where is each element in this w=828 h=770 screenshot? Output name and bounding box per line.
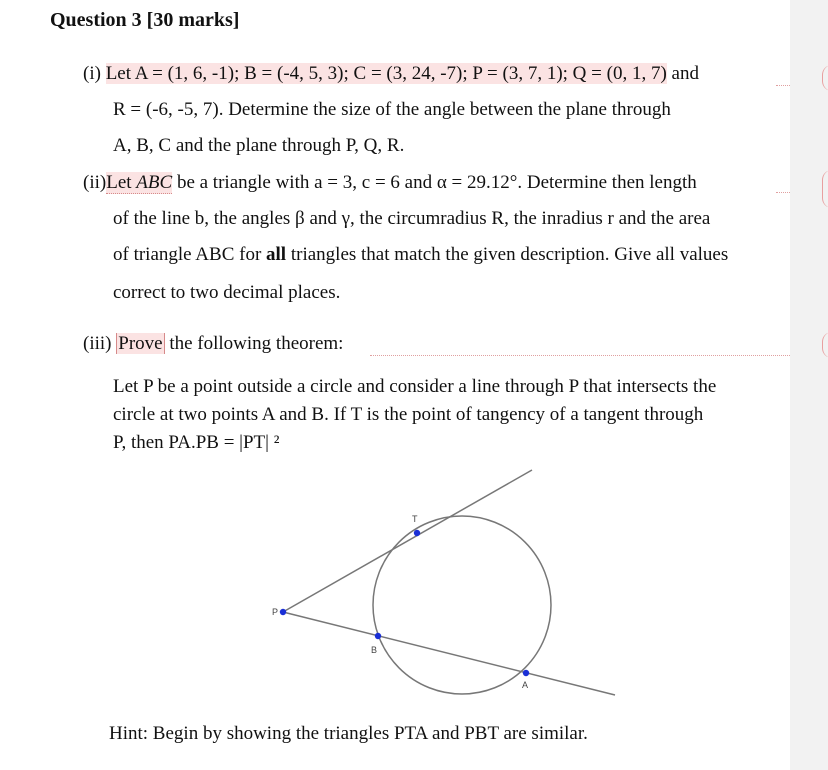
part-i-line-3: A, B, C and the plane through P, Q, R. <box>113 135 405 156</box>
theorem-line-2: circle at two points A and B. If T is the point of tangency of a tangent through <box>113 404 704 425</box>
question-heading: Question 3 [30 marks] <box>50 9 240 31</box>
part-ii-line-3: of triangle ABC for all triangles that match the given description. Give all values <box>113 244 729 265</box>
circle <box>373 516 551 694</box>
comment-leader-iii <box>370 355 822 356</box>
secant-line <box>283 612 615 695</box>
part-iii-label: (iii) <box>83 333 112 354</box>
theorem-line-3: P, then PA.PB = |PT| ² <box>113 432 280 453</box>
label-P: P <box>272 607 279 617</box>
part-i-line-2: R = (-6, -5, 7). Determine the size of the angle between the plane through <box>113 99 671 120</box>
hint-text: Hint: Begin by showing the triangles PTA and PBT are similar. <box>109 723 588 744</box>
part-ii-highlight[interactable]: Let ABC <box>106 172 173 193</box>
label-A: A <box>522 680 529 690</box>
point-P <box>280 609 286 615</box>
label-B: B <box>371 645 378 655</box>
comment-bracket-ii[interactable] <box>822 170 828 208</box>
part-ii-line-4: correct to two decimal places. <box>113 282 341 303</box>
part-i-line-1: (i) Let A = (1, 6, -1); B = (-4, 5, 3); C = (3, 24, -7); P = (3, 7, 1); Q = (0, 1, 7) and <box>83 63 699 84</box>
prove-highlight[interactable]: Prove <box>118 333 163 354</box>
part-i-label: (i) <box>83 63 101 84</box>
point-A <box>523 670 529 676</box>
point-B <box>375 633 381 639</box>
part-ii-line-2: of the line b, the angles β and γ, the circumradius R, the inradius r and the area <box>113 208 711 229</box>
theorem-line-1: Let P be a point outside a circle and consider a line through P that intersects the <box>113 376 717 397</box>
part-iii-line-1: (iii) Prove the following theorem: <box>83 333 344 354</box>
part-i-highlight[interactable]: Let A = (1, 6, -1); B = (-4, 5, 3); C = (3, 24, -7); P = (3, 7, 1); Q = (0, 1, 7) <box>105 63 667 84</box>
part-ii-label: (ii) <box>83 172 107 193</box>
point-T <box>414 530 420 536</box>
comment-margin-panel <box>790 0 828 770</box>
label-T: T <box>412 514 418 524</box>
tangent-line <box>283 470 532 612</box>
part-ii-line-1: (ii)Let ABC be a triangle with a = 3, c = 6 and α = 29.12°. Determine then length <box>83 172 697 193</box>
